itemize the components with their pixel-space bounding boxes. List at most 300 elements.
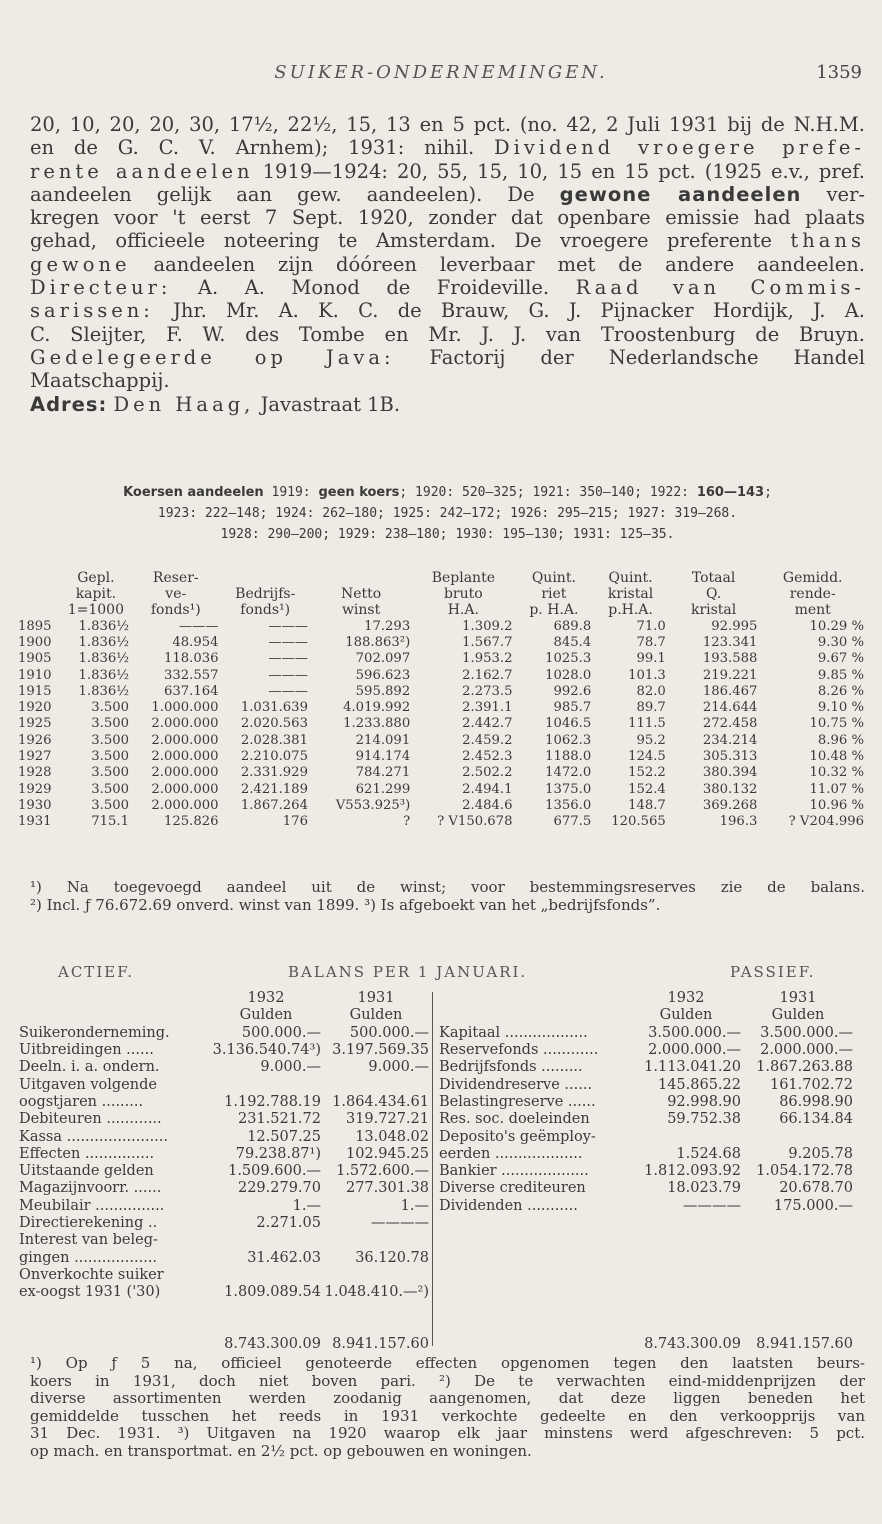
column-header: Gemidd. — [782, 570, 843, 586]
table-cell: 1472.0 — [545, 765, 592, 781]
column-header: winst — [341, 602, 381, 618]
table-cell: 2.000.000 — [151, 797, 219, 813]
blank-cell — [210, 1301, 322, 1318]
text-segment: 20, 10, 20, 20, 30, 17½, 22½, 15, 13 en 5 pct. (no. 42, 2 Juli 1931 bij de N.H.M. — [30, 113, 865, 136]
table-cell: 1.233.880 — [343, 716, 411, 732]
balance-value-1931: 3.197.569.35 — [332, 1042, 429, 1059]
paragraph-line — [30, 323, 865, 346]
balance-label: Res. soc. doeleinden — [439, 1111, 590, 1128]
table-cell: 2.000.000 — [151, 765, 219, 781]
column-header: Gepl. — [77, 570, 115, 586]
table-cell: 124.5 — [628, 749, 666, 765]
column-header — [16, 602, 61, 618]
footnote-line: ¹) Na toegevoegd aandeel uit de winst; voor bestemmingsreserves zie de balans. — [30, 878, 865, 896]
table-cell: 2.273.5 — [462, 683, 513, 699]
price-segment: 160—143 — [696, 485, 765, 500]
table-cell: 78.7 — [636, 634, 666, 650]
company-description — [30, 113, 865, 416]
spacer-row — [438, 1301, 854, 1318]
balance-label: Debiteuren ............ — [19, 1111, 162, 1128]
balance-row — [18, 1180, 430, 1197]
blank-cell — [630, 1284, 742, 1301]
balance-value-1932 — [630, 1128, 742, 1145]
table-cell: 1.836½ — [78, 651, 130, 667]
table-cell: 1900 — [18, 634, 52, 650]
balance-label: Deposito's geëmploy- — [439, 1128, 596, 1145]
balance-label: Effecten ............... — [19, 1145, 155, 1162]
blank-cell — [742, 1284, 854, 1301]
table-cell: 1.836½ — [78, 634, 130, 650]
paragraph-line — [30, 229, 865, 252]
balance-value-1932: 1.509.600.— — [228, 1163, 321, 1180]
column-header — [221, 570, 310, 586]
balance-value-1932: 31.462.03 — [247, 1249, 321, 1266]
balance-label: Deeln. i. a. ondern. — [19, 1059, 160, 1076]
table-row — [16, 748, 866, 764]
footnote-line: op mach. en transportmat. en 2½ pct. op gebouwen en woningen. — [30, 1442, 532, 1460]
balance-label: Kapitaal .................. — [439, 1024, 588, 1041]
table-cell: 10.29 % — [809, 618, 864, 634]
table-cell: 9.85 % — [817, 667, 864, 683]
table-cell: 95.2 — [636, 732, 666, 748]
balance-label: Kassa ...................... — [19, 1128, 169, 1145]
text-segment: gewone aandeelen — [559, 182, 802, 206]
table-cell: 1.000.000 — [151, 700, 219, 716]
table-cell: ——— — [268, 634, 308, 650]
column-header: kristal — [607, 586, 654, 602]
table-row — [16, 618, 866, 634]
balance-value-1932: 2.271.05 — [256, 1215, 321, 1231]
balance-value-1932 — [210, 1076, 322, 1093]
table-cell: 2.502.2 — [462, 765, 513, 781]
blank-cell — [438, 990, 630, 1007]
table-cell: 689.8 — [553, 618, 592, 634]
blank-cell — [322, 1319, 430, 1336]
balance-value-1931 — [742, 1128, 854, 1145]
table-cell: 193.588 — [702, 651, 758, 667]
balance-value-1932: 1.812.093.92 — [644, 1163, 741, 1180]
balance-row — [438, 1146, 854, 1163]
unit-label: Gulden — [659, 1007, 713, 1024]
balance-row — [18, 1042, 430, 1059]
balance-value-1932: 3.136.540.74³) — [212, 1042, 321, 1059]
balance-value-1931: 13.048.02 — [355, 1128, 429, 1145]
paragraph-line — [30, 393, 865, 416]
table-cell: 1920 — [18, 700, 52, 716]
table-cell: 715.1 — [91, 814, 130, 830]
table-cell: 1375.0 — [545, 781, 592, 797]
balance-value-1931: 1.054.172.78 — [756, 1163, 853, 1180]
table-cell: 152.4 — [628, 781, 666, 797]
blank-cell — [438, 1215, 630, 1232]
table-cell: 2.000.000 — [151, 716, 219, 732]
balance-value-1931 — [322, 1267, 430, 1284]
balance-value-1931: 1.867.263.88 — [756, 1059, 853, 1076]
table-cell: 176 — [282, 814, 308, 830]
blank-cell — [18, 990, 210, 1007]
footnote-line: ²) Incl. ƒ 76.672.69 onverd. winst van 1899. ³) Is afgeboekt van het „bedrijfsfonds”. — [30, 896, 661, 914]
text-segment: Maatschappij. — [30, 369, 170, 393]
table-cell: 196.3 — [719, 814, 758, 830]
table-cell: 596.623 — [355, 667, 411, 683]
balance-value-1932: 231.521.72 — [237, 1111, 321, 1128]
paragraph-line — [30, 113, 865, 136]
blank-cell — [18, 1301, 210, 1318]
text-segment: sarissen: — [30, 299, 154, 323]
balance-value-1932: 1.524.68 — [676, 1145, 741, 1162]
blank-cell — [630, 1249, 742, 1266]
table-cell: ? V150.678 — [437, 814, 513, 830]
balance-total-row — [438, 1336, 854, 1353]
blank-cell — [630, 1319, 742, 1336]
balance-value-1932: 2.000.000.— — [648, 1042, 741, 1059]
price-line — [30, 482, 865, 503]
table-row — [16, 634, 866, 650]
balance-value-1931: 1.864.434.61 — [332, 1093, 429, 1110]
text-segment: Factorij der Nederlandsche Handel — [394, 345, 865, 369]
balance-row — [18, 1163, 430, 1180]
spacer-row — [438, 1267, 854, 1284]
table-cell: 1915 — [18, 683, 52, 699]
balance-value-1931: 1.— — [400, 1197, 429, 1214]
blank-cell — [438, 1267, 630, 1284]
table-cell: 1925 — [18, 716, 52, 732]
paragraph-line — [30, 299, 865, 322]
table-cell: 992.6 — [553, 683, 592, 699]
balance-value-1932: 79.238.87¹) — [235, 1145, 321, 1162]
table-cell: 702.097 — [355, 651, 411, 667]
blank-cell — [438, 1232, 630, 1249]
footnote-line: gemiddelde tusschen het reeds in 1931 verkochte gedeelte en den verkoopprijs van — [30, 1407, 865, 1425]
table-row — [16, 797, 866, 813]
balance-label: Dividendreserve ...... — [439, 1076, 593, 1093]
page-header — [0, 62, 882, 92]
table-cell: 845.4 — [553, 634, 592, 650]
blank-cell — [742, 1232, 854, 1249]
table-cell: 9.10 % — [817, 700, 864, 716]
price-segment: 1923: 222—148; 1924: 262—180; 1925: 242—172; 1926: 295—215; 1927: 319—268. — [157, 506, 738, 521]
balance-value-1932: 1.113.041.20 — [644, 1059, 741, 1076]
blank-cell — [438, 1319, 630, 1336]
table-cell: 2.210.075 — [240, 749, 308, 765]
table-cell: 214.091 — [355, 732, 411, 748]
table-cell: 305.313 — [702, 749, 758, 765]
table-cell: 219.221 — [702, 667, 758, 683]
table-cell: 148.7 — [628, 797, 666, 813]
footnote-line: diverse assortimenten werden zoodanig aangenomen, dat deze liggen beneden het — [30, 1390, 865, 1407]
table-cell: 1895 — [18, 618, 52, 634]
balance-label: Uitgaven volgende — [19, 1076, 157, 1093]
paragraph-line — [30, 183, 865, 206]
column-header: riet — [541, 586, 567, 602]
table-cell: 784.271 — [355, 765, 411, 781]
column-header: ment — [794, 602, 831, 618]
table-cell: 1.567.7 — [462, 634, 513, 650]
blank-cell — [18, 1336, 210, 1353]
balance-label: Reservefonds ............ — [439, 1042, 599, 1059]
table-cell: 82.0 — [636, 683, 666, 699]
balance-value-1931: 161.702.72 — [769, 1076, 853, 1093]
table-cell: V553.925³) — [335, 797, 411, 813]
balance-value-1931: 9.000.— — [368, 1059, 429, 1076]
table-cell: 637.164 — [163, 683, 219, 699]
table-row — [16, 683, 866, 699]
table-cell: 1927 — [18, 749, 52, 765]
table-cell: 2.459.2 — [462, 732, 513, 748]
balance-label: Suikeronderneming. — [19, 1024, 170, 1041]
table-cell: 1931 — [18, 814, 52, 830]
table-cell: 3.500 — [91, 700, 130, 716]
table-cell: 2.452.3 — [462, 749, 513, 765]
balance-value-1931: 1.572.600.— — [336, 1163, 429, 1180]
table-cell: 9.67 % — [817, 651, 864, 667]
table-footnotes — [30, 878, 865, 914]
balance-actief-table — [18, 990, 430, 1353]
table-cell: 2.000.000 — [151, 732, 219, 748]
column-header — [16, 586, 61, 602]
blank-cell — [630, 1267, 742, 1284]
table-cell: 3.500 — [91, 732, 130, 748]
table-row — [16, 651, 866, 667]
balance-label: ex-oogst 1931 ('30) — [19, 1284, 161, 1301]
balance-row — [18, 1232, 430, 1249]
table-cell: 99.1 — [636, 651, 666, 667]
table-row — [16, 814, 866, 830]
column-header: Bedrijfs- — [235, 586, 296, 602]
text-segment: Adres: — [30, 392, 108, 416]
table-cell: 1910 — [18, 667, 52, 683]
balance-label: Uitbreidingen ...... — [19, 1042, 154, 1059]
balance-value-1931: 36.120.78 — [355, 1249, 429, 1266]
actief-title: ACTIEF. — [58, 963, 135, 981]
text-segment: Raad van Commis- — [575, 276, 865, 300]
column-header: Beplante — [431, 570, 495, 586]
header-row — [16, 602, 866, 618]
column-header: bruto — [443, 586, 483, 602]
blank-cell — [742, 1267, 854, 1284]
balance-row — [18, 1146, 430, 1163]
balance-footnotes — [30, 1355, 865, 1460]
balance-label: Uitstaande gelden — [19, 1163, 154, 1180]
balance-row — [438, 1076, 854, 1093]
balance-label: Diverse crediteuren — [439, 1180, 586, 1197]
unit-row — [438, 1007, 854, 1024]
column-header: Q. — [706, 586, 722, 602]
paragraph-line — [30, 160, 865, 183]
price-segment: 1928: 290—200; 1929: 238—180; 1930: 195—130; 1931: 125—35. — [220, 527, 675, 542]
column-header: rende- — [789, 586, 836, 602]
blank-cell — [630, 1301, 742, 1318]
paragraph-line — [30, 253, 865, 276]
footnote-line: 31 Dec. 1931. ³) Uitgaven na 1920 waarop elk jaar minstens werd afgeschreven: 5 pct. — [30, 1425, 865, 1442]
balance-label: Onverkochte suiker — [19, 1266, 164, 1283]
table-cell: 1.867.264 — [240, 797, 308, 813]
text-segment: thans — [790, 229, 865, 253]
balance-value-1931: 86.998.90 — [779, 1093, 853, 1110]
table-cell: 1926 — [18, 732, 52, 748]
year-header: 1931 — [357, 990, 395, 1007]
table-row — [16, 781, 866, 797]
table-cell: 71.0 — [636, 618, 666, 634]
table-cell: 9.30 % — [817, 634, 864, 650]
table-cell: 3.500 — [91, 781, 130, 797]
blank-cell — [438, 1336, 630, 1353]
balance-label: Directierekening .. — [19, 1215, 158, 1231]
unit-label: Gulden — [349, 1007, 403, 1024]
balance-label: Interest van beleg- — [19, 1232, 158, 1249]
balance-value-1932: 1.809.089.54 — [224, 1284, 321, 1301]
table-cell: 595.892 — [355, 683, 411, 699]
table-cell: 11.07 % — [809, 781, 864, 797]
table-cell: 89.7 — [636, 700, 666, 716]
passief-title: PASSIEF. — [730, 963, 816, 981]
balance-value-1932: 3.500.000.— — [648, 1024, 741, 1041]
balance-value-1931 — [322, 1076, 430, 1093]
footnote-line: koers in 1931, doch niet boven pari. ²) De te verwachten eind-middenprijzen der — [30, 1372, 865, 1390]
blank-cell — [210, 1319, 322, 1336]
text-segment: aandeelen zijn dóóreen leverbaar met de andere aandeelen. — [130, 252, 865, 276]
year-header: 1932 — [247, 990, 285, 1007]
balance-total: 8.743.300.09 — [644, 1336, 741, 1353]
table-cell: 8.26 % — [817, 683, 864, 699]
balance-row — [18, 1076, 430, 1093]
year-header: 1932 — [667, 990, 705, 1007]
table-cell: 2.331.929 — [240, 765, 308, 781]
blank-cell — [742, 1301, 854, 1318]
text-segment: Jhr. Mr. A. K. C. de Brauw, G. J. Pijnacker Hordijk, J. A. — [153, 299, 865, 323]
column-header: fonds¹) — [240, 602, 291, 618]
balance-value-1932: ———— — [683, 1197, 741, 1214]
balance-value-1932: 1.192.788.19 — [224, 1093, 321, 1110]
column-header: kristal — [690, 602, 737, 618]
table-cell: 48.954 — [172, 634, 219, 650]
text-segment: Javastraat 1B. — [254, 392, 401, 416]
column-header: ve- — [165, 586, 187, 602]
text-segment: rente aandeelen — [30, 159, 254, 183]
table-cell: 214.644 — [702, 700, 758, 716]
blank-cell — [630, 1232, 742, 1249]
paragraph-line — [30, 369, 865, 392]
balance-row — [438, 1128, 854, 1145]
page-number: 1359 — [816, 62, 862, 83]
paragraph-line — [30, 136, 865, 159]
text-segment: Directeur: — [30, 276, 172, 300]
spacer-row — [18, 1319, 430, 1336]
balance-row — [18, 1215, 430, 1232]
balance-row — [18, 1249, 430, 1266]
balance-row — [438, 1059, 854, 1076]
table-cell: 1046.5 — [545, 716, 592, 732]
table-cell: 1025.3 — [545, 651, 592, 667]
running-title: SUIKER-ONDERNEMINGEN. — [274, 62, 608, 83]
balance-value-1931: 277.301.38 — [345, 1180, 429, 1197]
table-cell: 10.96 % — [809, 797, 864, 813]
table-cell: 2.020.563 — [240, 716, 308, 732]
table-row — [16, 765, 866, 781]
balance-value-1931: 66.134.84 — [779, 1111, 853, 1128]
table-cell: 1.836½ — [78, 667, 130, 683]
text-segment: 1919—1924: 20, 55, 15, 10, 15 en 15 pct. (1925 e.v., pref. — [253, 159, 865, 183]
table-cell: 125.826 — [163, 814, 219, 830]
column-header: Netto — [340, 586, 382, 602]
text-segment: gewone — [30, 252, 131, 276]
year-header-row — [438, 990, 854, 1007]
balance-row — [438, 1042, 854, 1059]
spacer-row — [18, 1301, 430, 1318]
balance-total: 8.941.157.60 — [756, 1336, 853, 1353]
table-cell: 369.268 — [702, 797, 758, 813]
text-segment: Den Haag, — [113, 392, 255, 416]
table-cell: 380.394 — [702, 765, 758, 781]
table-cell: 2.028.381 — [240, 732, 308, 748]
paragraph-line — [30, 276, 865, 299]
blank-cell — [18, 1007, 210, 1024]
blank-cell — [742, 1215, 854, 1232]
blank-cell — [438, 1249, 630, 1266]
table-cell: 186.467 — [702, 683, 758, 699]
table-cell: 10.48 % — [809, 749, 864, 765]
table-cell: 621.299 — [355, 781, 411, 797]
column-header — [310, 570, 412, 586]
balance-row — [438, 1111, 854, 1128]
year-header-row — [18, 990, 430, 1007]
balance-value-1932: 1.— — [292, 1197, 321, 1214]
table-cell: 1.031.639 — [240, 700, 308, 716]
balance-row — [18, 1111, 430, 1128]
table-cell: 1188.0 — [545, 749, 592, 765]
column-header: 1=1000 — [67, 602, 125, 618]
blank-cell — [742, 1319, 854, 1336]
price-segment: ; — [764, 485, 772, 500]
column-header: Quint. — [608, 570, 653, 586]
text-segment: C. Sleijter, F. W. des Tombe en Mr. J. J. van Troostenburg de Bruyn. — [30, 322, 865, 346]
spacer-row — [438, 1215, 854, 1232]
price-line — [30, 503, 865, 524]
balance-value-1932: 12.507.25 — [247, 1128, 321, 1145]
table-cell: ——— — [268, 683, 308, 699]
balance-value-1931: 1.048.410.—²) — [324, 1284, 429, 1301]
column-header: fonds¹) — [150, 602, 201, 618]
table-cell: 914.174 — [355, 749, 411, 765]
price-line — [30, 524, 865, 545]
production-statistics-table — [16, 570, 866, 830]
column-header — [16, 570, 61, 586]
balance-value-1932: 229.279.70 — [237, 1180, 321, 1197]
balance-divider — [432, 992, 433, 1346]
table-cell: 188.863²) — [345, 634, 411, 650]
balance-value-1932: 59.752.38 — [667, 1111, 741, 1128]
table-cell: 1928 — [18, 765, 52, 781]
share-price-history — [30, 482, 865, 545]
table-cell: 10.32 % — [809, 765, 864, 781]
table-cell: 1930 — [18, 797, 52, 813]
balance-value-1932 — [210, 1267, 322, 1284]
table-cell: 3.500 — [91, 749, 130, 765]
header-row — [16, 570, 866, 586]
balance-label: Belastingreserve ...... — [439, 1093, 596, 1110]
spacer-row — [438, 1319, 854, 1336]
balance-label: Bedrijfsfonds ......... — [439, 1059, 583, 1076]
table-cell: 120.565 — [611, 814, 666, 830]
table-cell: 10.75 % — [809, 716, 864, 732]
table-cell: 1905 — [18, 651, 52, 667]
text-segment: ver- — [801, 182, 865, 206]
table-cell: 101.3 — [628, 667, 666, 683]
blank-cell — [18, 1319, 210, 1336]
balance-label: Bankier ................... — [439, 1163, 589, 1180]
balance-value-1932: 9.000.— — [260, 1059, 321, 1076]
table-cell: 2.442.7 — [462, 716, 513, 732]
